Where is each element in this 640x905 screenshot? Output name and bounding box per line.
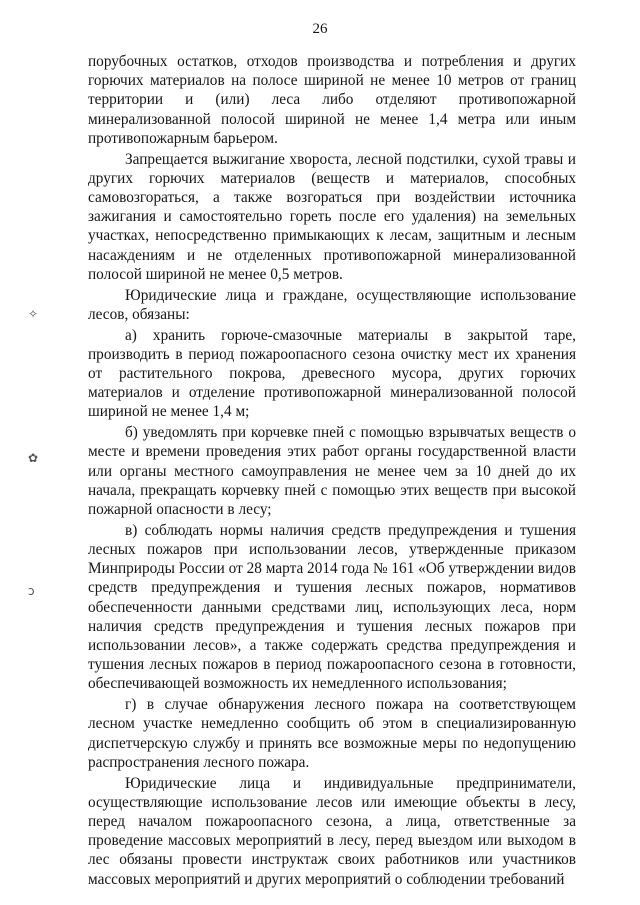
margin-scan-mark: ✧ (28, 307, 39, 321)
paragraph: а) хранить горюче-смазочные материалы в закрытой таре, производить в период пожароопасного сезона очистку мест их хранения от растительного покрова, древесного мусора, других горючих материалов и отделение противопожарной минерализованной полосой шириной не менее 1,4 м; (88, 326, 576, 421)
paragraph: в) соблюдать нормы наличия средств предупреждения и тушения лесных пожаров при использовании лесов, утвержденные приказом Минприроды России от 28 марта 2014 года № 161 «Об утверждении видов средств предупреждения и тушения лесных пожаров, нормативов обеспеченности данными средствами лиц, использующих леса, норм наличия средств предупреждения и тушения лесных пожаров при использовании лесов», а также содержать средства предупреждения и тушения лесных пожаров в период пожароопасного сезона в готовности, обеспечивающей возможность их немедленного использования; (88, 521, 576, 693)
page-number: 26 (312, 21, 328, 37)
paragraph: порубочных остатков, отходов производства и потребления и других горючих материалов на полосе шириной не менее 10 метров от границ территории и (или) леса либо отделяют противопожарной минерализованной полосой шириной не менее 1,4 метра или иным противопожарным барьером. (88, 53, 576, 147)
paragraph: Юридические лица и граждане, осуществляющие использование лесов, обязаны: (88, 286, 576, 323)
margin-scan-mark: ✿ (28, 451, 39, 465)
paragraph: Запрещается выжигание хвороста, лесной подстилки, сухой травы и других горючих материалов (веществ и материалов, способных самовозгораться, а также возгораться при воздействии источника зажигания и самостоятельно гореть после его удаления) на земельных участках, непосредственно примыкающих к лесам, защитным и лесным насаждениям и не отделенных противопожарной минерализованной полосой шириной не менее 0,5 метров. (88, 150, 576, 283)
margin-scan-mark: ↄ (28, 584, 35, 598)
paragraph: г) в случае обнаружения лесного пожара на соответствующем лесном участке немедленно сообщить об этом в специализированную диспетчерскую службу и принять все возможные меры по недопущению распространения лесного пожара. (88, 696, 576, 771)
paragraph: б) уведомлять при корчевке пней с помощью взрывчатых веществ о месте и времени проведения этих работ органы государственной власти или органы местного самоуправления не менее чем за 10 дней до их начала, прекращать корчевку пней с помощью этих веществ при высокой пожарной опасности в лесу; (88, 424, 576, 519)
paragraph: Юридические лица и индивидуальные предприниматели, осуществляющие использование лесов или имеющие объекты в лесу, перед началом пожароопасного сезона, а лица, ответственные за проведение массовых мероприятий в лесу, перед выездом или выходом в лес обязаны провести инструктаж своих работников или участников массовых мероприятий и других мероприятий о соблюдении требований (88, 774, 576, 888)
document-body (88, 52, 576, 890)
